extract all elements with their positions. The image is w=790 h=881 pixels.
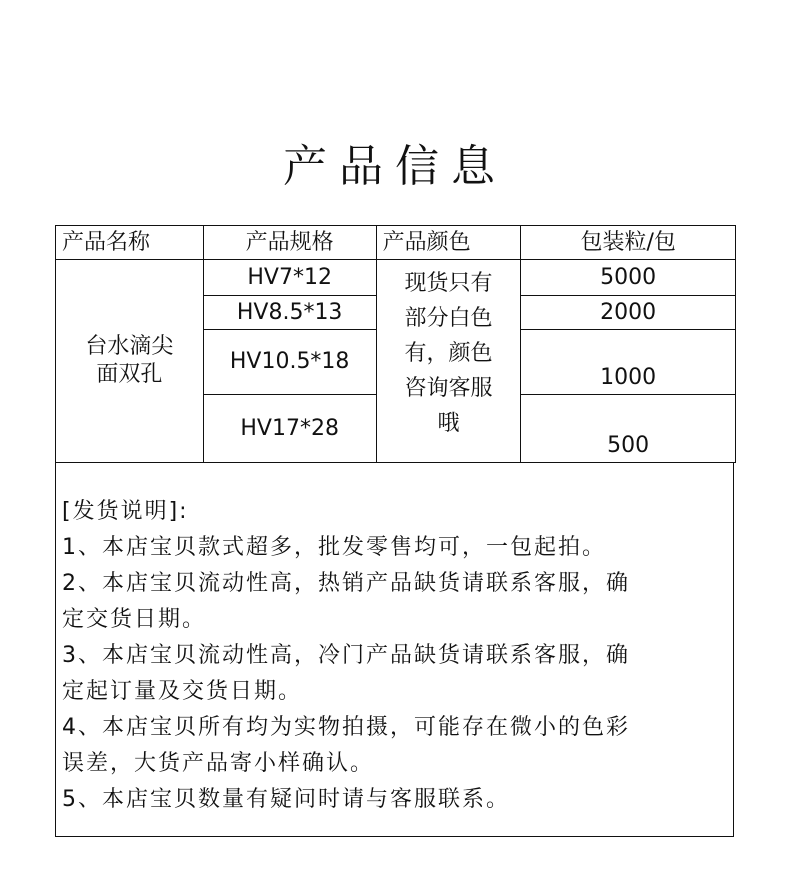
note-line: 定起订量及交货日期。 [62, 679, 303, 704]
pack-cell: 500 [521, 395, 736, 463]
header-spec: 产品规格 [203, 226, 376, 260]
pack-cell: 1000 [521, 330, 736, 395]
note-line: 定交货日期。 [62, 607, 207, 632]
page-title: 产品信息 [283, 141, 507, 192]
notes-heading: [发货说明]: [62, 499, 189, 524]
spec-cell: HV7*12 [203, 260, 376, 296]
table-header-row [56, 226, 736, 260]
note-line: 2、本店宝贝流动性高，热销产品缺货请联系客服，确 [62, 571, 630, 596]
color-line: 现货只有 [404, 271, 493, 296]
spec-cell: HV10.5*18 [203, 330, 376, 395]
product-table [55, 225, 736, 463]
product-name-cell [56, 260, 204, 463]
note-line: 1、本店宝贝款式超多，批发零售均可，一包起拍。 [62, 535, 606, 560]
spec-cell: HV8.5*13 [203, 296, 376, 330]
table-row [56, 260, 736, 296]
note-line: 3、本店宝贝流动性高，冷门产品缺货请联系客服，确 [62, 643, 630, 668]
color-line: 有，颜色 [404, 341, 493, 366]
color-line: 部分白色 [404, 306, 493, 331]
color-cell [376, 260, 521, 463]
note-line: 误差，大货产品寄小样确认。 [62, 751, 375, 776]
header-color: 产品颜色 [376, 226, 521, 260]
header-pack: 包装粒/包 [521, 226, 736, 260]
shipping-notes [55, 462, 734, 837]
note-line: 5、本店宝贝数量有疑问时请与客服联系。 [62, 787, 510, 812]
spec-cell: HV17*28 [203, 395, 376, 463]
color-line: 哦 [437, 411, 460, 436]
header-name: 产品名称 [56, 226, 204, 260]
name-line: 面双孔 [96, 362, 163, 387]
pack-cell: 5000 [521, 260, 736, 296]
pack-cell: 2000 [521, 296, 736, 330]
name-line: 台水滴尖 [85, 334, 174, 359]
color-line: 咨询客服 [404, 376, 493, 401]
note-line: 4、本店宝贝所有均为实物拍摄，可能存在微小的色彩 [62, 715, 630, 740]
